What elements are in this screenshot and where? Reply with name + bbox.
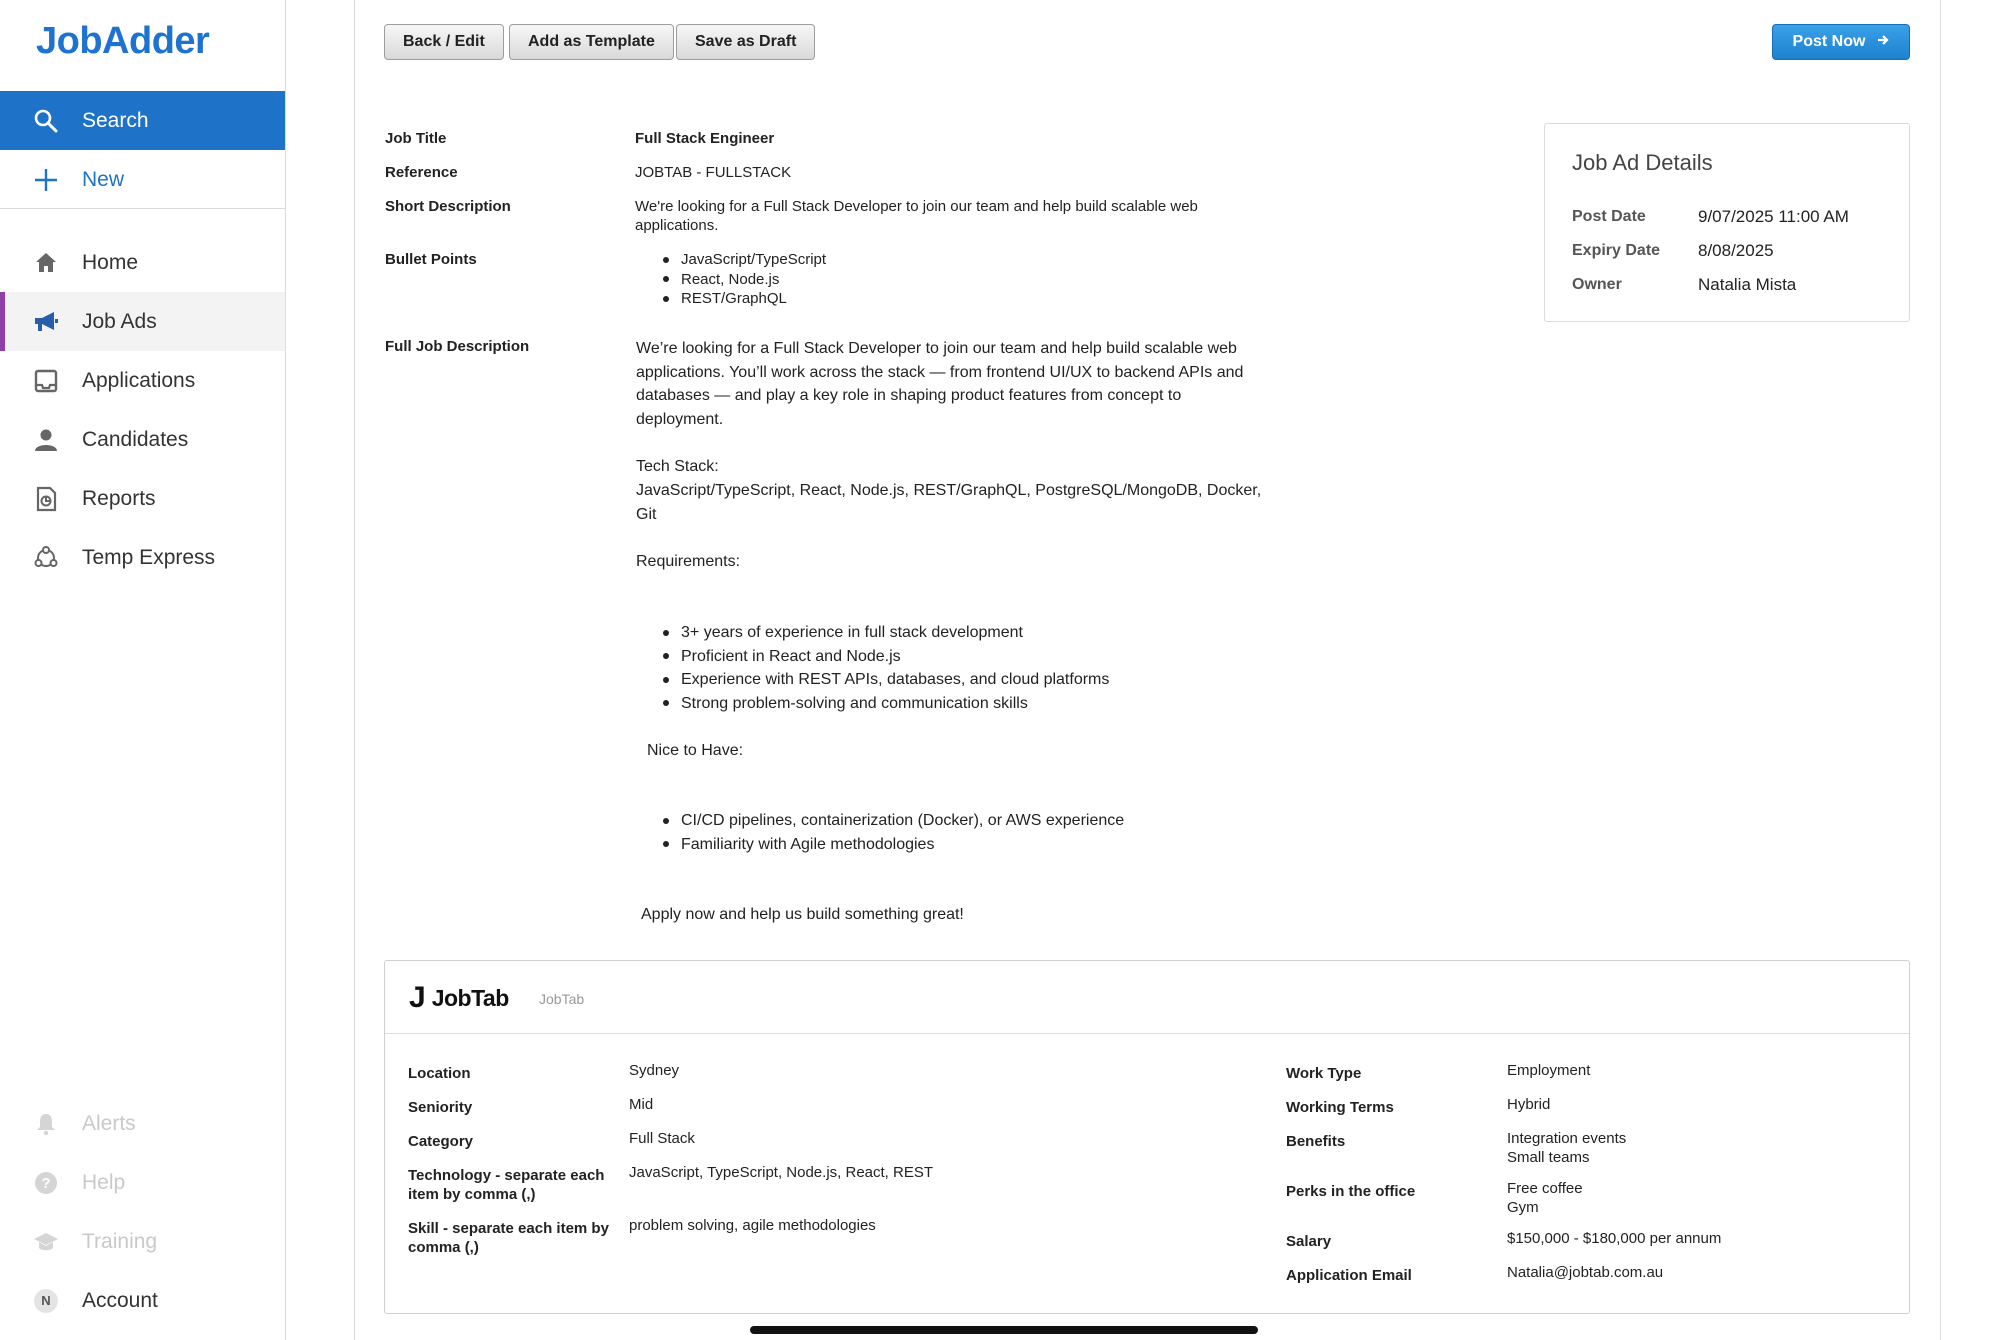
bullet-points-label: Bullet Points [385, 251, 477, 268]
technology-value: JavaScript, TypeScript, Node.js, React, REST [629, 1164, 934, 1181]
location-value: Sydney [629, 1062, 680, 1079]
jobtab-logo [409, 983, 509, 1013]
sidebar-item-label: Job Ads [82, 309, 157, 333]
expiry-date-value: 8/08/2025 [1698, 241, 1774, 260]
sidebar-item-help[interactable] [0, 1153, 285, 1212]
sidebar-item-candidates[interactable] [0, 410, 285, 469]
description-line: databases — and play a key role in shaping product features from concept to [636, 387, 1182, 404]
sidebar-item-label: Help [82, 1170, 126, 1194]
benefits-value [1507, 1129, 1626, 1167]
list-item: JavaScript/TypeScript [659, 250, 826, 270]
nice-to-have-heading: Nice to Have: [647, 742, 744, 759]
megaphone-icon [32, 308, 60, 336]
bullet-points-list [659, 250, 826, 309]
tech-stack-heading: Tech Stack: [636, 458, 719, 475]
description-line: deployment. [636, 410, 724, 428]
sidebar-item-alerts[interactable] [0, 1094, 285, 1153]
help-icon [32, 1169, 60, 1197]
full-job-description-intro [636, 337, 1243, 431]
search-icon [32, 107, 60, 135]
back-edit-button[interactable]: Back / Edit [384, 24, 504, 60]
sidebar-item-label: Candidates [82, 427, 189, 451]
graduation-cap-icon [32, 1228, 60, 1256]
skill-label [408, 1219, 609, 1257]
sidebar-item-account[interactable] [0, 1271, 285, 1330]
perks-value [1507, 1179, 1583, 1217]
post-date-value: 9/07/2025 11:00 AM [1698, 207, 1849, 226]
sidebar-item-label: Search [82, 108, 149, 132]
post-date-label: Post Date [1572, 208, 1646, 225]
jobtab-board-name: JobTab [539, 991, 585, 1007]
owner-value: Natalia Mista [1698, 275, 1797, 294]
salary-value: $150,000 - $180,000 per annum [1507, 1230, 1722, 1247]
list-item: React, Node.js [659, 270, 826, 290]
jobtab-logo-mark: J [409, 981, 426, 1014]
salary-label: Salary [1286, 1233, 1332, 1250]
sidebar-item-reports[interactable] [0, 469, 285, 528]
perk-item: Gym [1507, 1199, 1539, 1216]
sidebar-item-job-ads[interactable] [0, 292, 285, 351]
sidebar-item-training[interactable] [0, 1212, 285, 1271]
sidebar-item-label: Alerts [82, 1111, 136, 1135]
working-terms-value: Hybrid [1507, 1096, 1551, 1113]
nice-to-have-list [659, 809, 1124, 856]
sidebar-item-label: Training [82, 1229, 158, 1253]
jobadder-logo[interactable]: JobAdder [36, 20, 210, 62]
list-item: Familiarity with Agile methodologies [659, 833, 1124, 857]
short-description-label: Short Description [385, 198, 511, 215]
person-icon [32, 426, 60, 454]
owner-label: Owner [1572, 276, 1622, 293]
technology-label-line: Technology - separate each [408, 1167, 605, 1184]
home-icon [32, 249, 60, 277]
full-job-description-label: Full Job Description [385, 338, 530, 355]
sidebar-item-label: Reports [82, 486, 156, 510]
job-title-label: Job Title [385, 130, 447, 147]
working-terms-label: Working Terms [1286, 1099, 1394, 1116]
short-description-line: applications. [635, 217, 719, 234]
reference-label: Reference [385, 164, 458, 181]
description-line: We’re looking for a Full Stack Developer to join our team and help build scalable web [636, 340, 1237, 357]
sidebar-item-temp-express[interactable] [0, 528, 285, 587]
closing-line: Apply now and help us build something great! [641, 906, 964, 923]
sidebar-item-search[interactable] [0, 91, 285, 150]
sidebar-item-applications[interactable] [0, 351, 285, 410]
bell-icon [32, 1110, 60, 1138]
save-as-draft-button[interactable]: Save as Draft [676, 24, 815, 60]
description-line: Git [636, 505, 657, 523]
add-as-template-button[interactable]: Add as Template [509, 24, 674, 60]
jobtab-card-header [385, 961, 1909, 1034]
list-item: CI/CD pipelines, containerization (Docker), or AWS experience [659, 809, 1124, 833]
application-email-value: Natalia@jobtab.com.au [1507, 1264, 1664, 1281]
inbox-icon [32, 367, 60, 395]
post-now-label: Post Now [1792, 33, 1866, 50]
description-line: JavaScript/TypeScript, React, Node.js, REST/GraphQL, PostgreSQL/MongoDB, Docker, [636, 482, 1262, 499]
sidebar-primary-nav [0, 91, 285, 209]
application-email-label: Application Email [1286, 1267, 1412, 1284]
job-title-value: Full Stack Engineer [635, 130, 775, 147]
reference-value: JOBTAB - FULLSTACK [635, 164, 792, 181]
jobtab-logo-text: JobTab [431, 984, 509, 1011]
jobtab-card [384, 960, 1910, 1314]
svg-text:?: ? [41, 1174, 51, 1192]
sidebar-item-home[interactable] [0, 233, 285, 292]
seniority-value: Mid [629, 1096, 654, 1113]
skill-label-line: Skill - separate each item by [408, 1220, 609, 1237]
arrow-right-icon [1877, 33, 1889, 51]
home-indicator-bar [750, 1326, 1258, 1334]
requirements-list [659, 621, 1109, 715]
sidebar-item-label: Home [82, 250, 139, 274]
skill-label-line: comma (,) [408, 1239, 479, 1256]
perks-label: Perks in the office [1286, 1183, 1416, 1200]
account-avatar-icon [32, 1287, 60, 1315]
work-type-label: Work Type [1286, 1065, 1362, 1082]
seniority-label: Seniority [408, 1099, 473, 1116]
job-ad-details-title: Job Ad Details [1572, 150, 1713, 175]
tech-stack-text [636, 479, 1261, 526]
sidebar [0, 0, 286, 1340]
report-icon [32, 485, 60, 513]
sidebar-main-nav [0, 233, 285, 587]
job-ad-details-card [1544, 123, 1910, 322]
technology-label-line: item by comma (,) [408, 1186, 536, 1203]
skill-value: problem solving, agile methodologies [629, 1217, 876, 1234]
plus-icon [32, 166, 60, 194]
short-description-line: We're looking for a Full Stack Developer to join our team and help build scalable web [635, 198, 1198, 215]
sidebar-item-label: Temp Express [82, 545, 216, 569]
work-type-value: Employment [1507, 1062, 1591, 1079]
location-label: Location [408, 1065, 471, 1082]
requirements-heading: Requirements: [636, 553, 741, 570]
short-description-value [635, 197, 1198, 235]
sidebar-item-new[interactable] [0, 150, 285, 209]
sidebar-item-label: Account [82, 1288, 158, 1312]
benefits-label: Benefits [1286, 1133, 1346, 1150]
sidebar-bottom-nav [0, 1094, 285, 1330]
perk-item: Free coffee [1507, 1180, 1583, 1197]
category-label: Category [408, 1133, 474, 1150]
account-initial: N [34, 1289, 58, 1313]
sidebar-divider [0, 208, 285, 209]
category-value: Full Stack [629, 1130, 695, 1147]
benefit-item: Small teams [1507, 1149, 1590, 1166]
sidebar-item-label: New [82, 167, 125, 191]
sidebar-item-label: Applications [82, 368, 196, 392]
list-item: Experience with REST APIs, databases, and cloud platforms [659, 668, 1109, 692]
list-item: Strong problem-solving and communication skills [659, 692, 1109, 716]
temp-express-icon [32, 544, 60, 572]
expiry-date-label: Expiry Date [1572, 242, 1661, 259]
description-line: applications. You’ll work across the stack — from frontend UI/UX to backend APIs and [636, 363, 1244, 381]
technology-label [408, 1166, 604, 1204]
post-now-button[interactable] [1772, 24, 1910, 60]
list-item: Proficient in React and Node.js [659, 645, 1109, 669]
list-item: 3+ years of experience in full stack development [659, 621, 1109, 645]
list-item: REST/GraphQL [659, 289, 826, 309]
benefit-item: Integration events [1507, 1130, 1627, 1147]
